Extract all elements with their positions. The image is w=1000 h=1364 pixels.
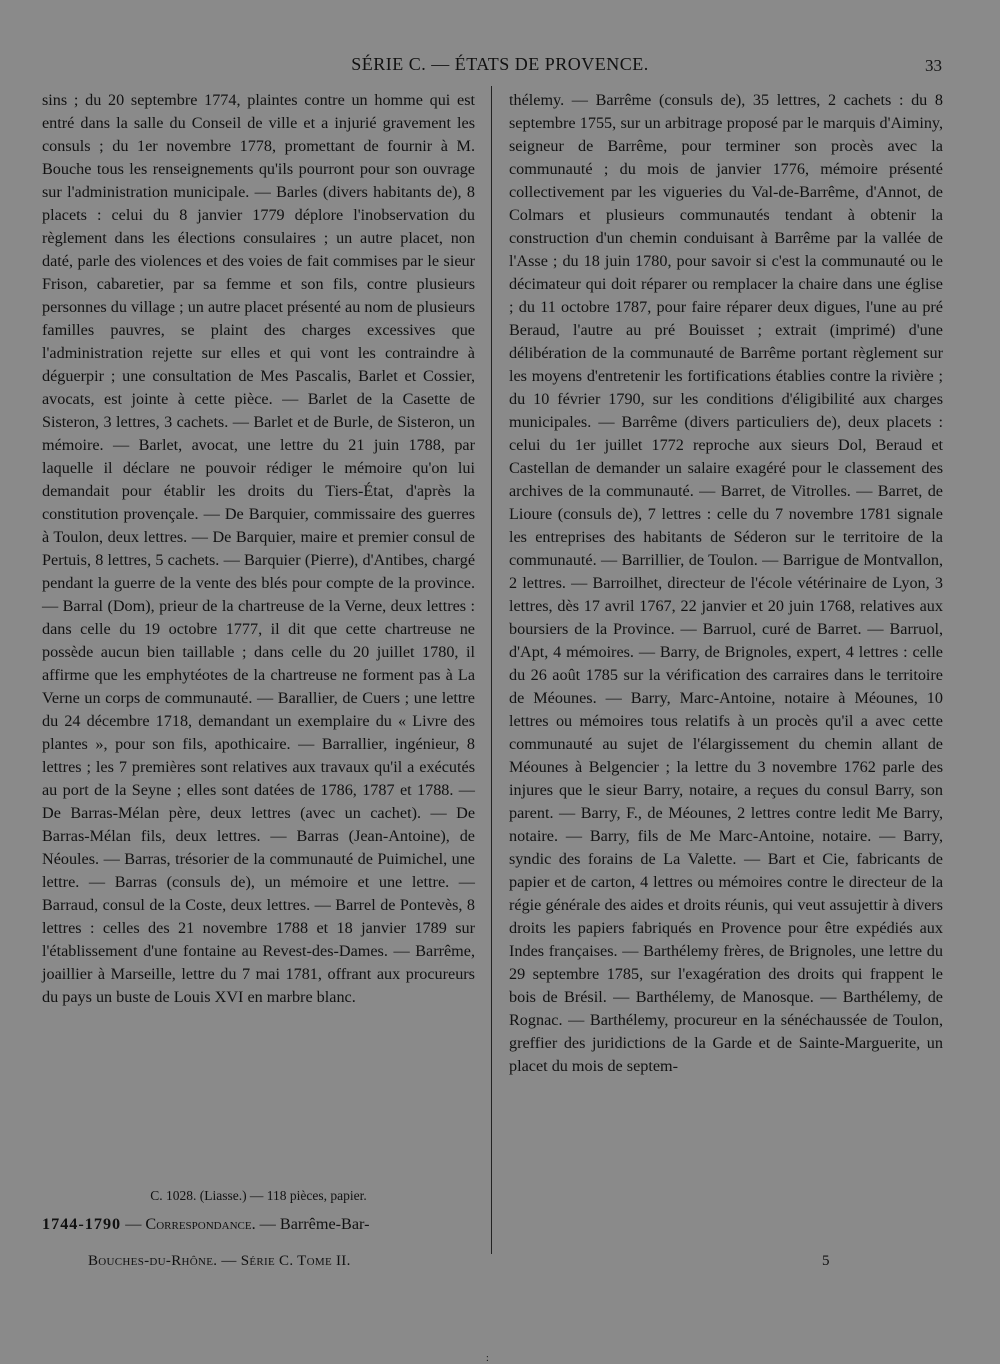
correspondance-heading xyxy=(42,1215,475,1234)
left-column-text: sins ; du 20 septembre 1774, plaintes contre un homme qui est entré dans la salle du Conseil de ville et a injurié gravement les consuls ; du 1er novembre 1778, promettant de fournir à M. Bouche tous les renseignements qu'ils pourront pour son ouvrage sur l'administration municipale. — Barles (divers habitants de), 8 placets : celui du 8 janvier 1779 déplore l'inobservation du règlement dans les élections consulaires ; un autre placet, non daté, parle des violences et des voies de fait commises par le sieur Frison, cabaretier, par sa femme et son fils, contre plusieurs personnes du village ; un autre placet présenté au nom de plusieurs familles pauvres, se plaint des charges excessives que l'administration rejette sur elles et qui vont les contraindre à déguerpir ; une consultation de Mes Pascalis, Barlet et Cossier, avocats, est jointe à cette pièce. — Barlet de la Casette de Sisteron, 3 lettres, 3 cachets. — Barlet et de Burle, de Sisteron, un mémoire. — Barlet, avocat, une lettre du 21 juin 1788, par laquelle il déclare ne pouvoir rédiger le mémoire qu'on lui demandait pour établir les droits du Tiers-État, d'après la constitution provençale. — De Barquier, commissaire des guerres à Toulon, deux lettres. — De Barquier, maire et premier consul de Pertuis, 8 lettres, 5 cachets. — Barquier (Pierre), d'Antibes, chargé pendant la guerre de la vente des blés pour compte de la province. — Barral (Dom), prieur de la chartreuse de la Verne, deux lettres : dans celle du 19 octobre 1777, il dit que cette chartreuse ne possède aucun bien taillable ; dans celle du 20 juillet 1780, il affirme que les emphytéotes de la chartreuse ne forment pas à La Verne un corps de communauté. — Barallier, de Cuers ; une lettre du 24 décembre 1718, demandant un exemplaire du « Livre des plantes », pour son fils, apothicaire. — Barrallier, ingénieur, 8 lettres ; les 7 premières sont relatives aux travaux qu'il a exécutés au port de la Seyne ; elles sont datées de 1786, 1787 et 1788. — De Barras-Mélan père, deux lettres (avec un cachet). — De Barras-Mélan fils, deux lettres. — Barras (Jean-Antoine), de Néoules. — Barras, trésorier de la communauté de Puimichel, une lettre. — Barras (consuls de), un mémoire et une lettre. — Barraud, consul de la Coste, deux lettres. — Barrel de Pontevès, 8 lettres : celles des 21 novembre 1788 et 18 janvier 1789 sur l'établissement d'une fontaine au Revest-des-Dames. — Barrême, joaillier à Marseille, lettre du 7 mai 1781, offrant aux procureurs du pays un buste de Louis XVI en marbre blanc. xyxy=(42,91,475,1006)
bottom-mark: : xyxy=(486,1353,489,1364)
running-title: SÉRIE C. — ÉTATS DE PROVENCE. xyxy=(351,54,649,74)
page-header xyxy=(0,54,1000,80)
dash: — xyxy=(121,1215,146,1233)
footer-volume: Bouches-du-Rhône. — Série C. Tome II. xyxy=(88,1253,351,1269)
liasse-heading: C. 1028. (Liasse.) — 118 pièces, papier. xyxy=(150,1188,367,1203)
correspondance-label: Correspondance. xyxy=(145,1215,256,1233)
right-column-text: thélemy. — Barrême (consuls de), 35 lettres, 2 cachets : du 8 septembre 1755, sur un arbitrage proposé par le marquis d'Aiminy, seigneur de Barrême, pour terminer son procès avec la communauté ; du mois de janvier 1776, mémoire présenté collectivement par les vigueries du Val-de-Barrême, d'Annot, de Colmars et plusieurs communautés tendant à obtenir la construction d'un chemin conduisant à Barrême par la vallée de l'Asse ; du 18 juin 1780, pour savoir si c'est la communauté ou le décimateur qui doit réparer ou remplacer la chaire dans une église ; du 11 octobre 1787, pour faire réparer deux digues, l'une au pré Beraud, l'autre au pré Bouisset ; extrait (imprimé) d'une délibération de la communauté de Barrême portant règlement sur les moyens d'entretenir les fortifications établies contre la rivière ; du 10 février 1790, sur les conditions d'éligibilité aux charges municipales. — Barrême (divers particuliers de), deux placets : celui du 1er juillet 1772 reproche aux sieurs Dol, Beraud et Castellan de demander un salaire exagéré pour le classement des archives de la communauté. — Barret, de Vitrolles. — Barret, de Lioure (consuls de), 7 lettres : celle du 7 novembre 1781 signale les entreprises des habitants de Séderon sur le territoire de la communauté. — Barrillier, de Toulon. — Barrigue de Montvallon, 2 lettres. — Barroilhet, directeur de l'école vétérinaire de Lyon, 3 lettres, dès 17 avril 1767, 22 janvier et 20 juin 1768, relatives aux boursiers de la Province. — Barruol, curé de Barret. — Barruol, d'Apt, 4 mémoires. — Barry, de Brignoles, expert, 4 lettres : celle du 26 août 1785 sur la vérification des carraires dans le territoire de Méounes. — Barry, Marc-Antoine, notaire à Méounes, 10 lettres ou mémoires tous relatifs à un procès qu'il a avec cette communauté au sujet de l'élargissement du chemin allant de Méounes à Belgencier ; la lettre du 3 novembre 1762 parle des injures que le sieur Barry, notaire, a reçues du consul Barry, son parent. — Barry, F., de Méounes, 2 lettres contre ledit Me Barry, notaire. — Barry, fils de Me Marc-Antoine, notaire. — Barry, syndic des forains de La Valette. — Bart et Cie, fabricants de papier et de carton, 4 lettres ou mémoires contre le directeur de la régie générale des aides et droits réunis, qui veut assujettir à divers droits les papiers fabriqués en Provence pour être expédiés aux Indes françaises. — Barthélemy frères, de Brignoles, une lettre du 29 septembre 1785, sur l'exagération des droits qui frappent le bois de Brésil. — Barthélemy, de Manosque. — Barthélemy, de Rognac. — Barthélemy, procureur en la sénéchaussée de Toulon, greffier des juridictions de la Garde et de Sainte-Marguerite, un placet du mois de septem- xyxy=(509,91,943,1075)
date-range: 1744-1790 xyxy=(42,1215,122,1233)
footer-signature: 5 xyxy=(822,1253,830,1269)
right-column xyxy=(509,89,943,1078)
correspondance-rest: — Barrême-Bar- xyxy=(255,1215,370,1233)
column-divider xyxy=(491,86,492,1254)
page-number: 33 xyxy=(925,56,942,75)
left-column xyxy=(42,89,475,1009)
